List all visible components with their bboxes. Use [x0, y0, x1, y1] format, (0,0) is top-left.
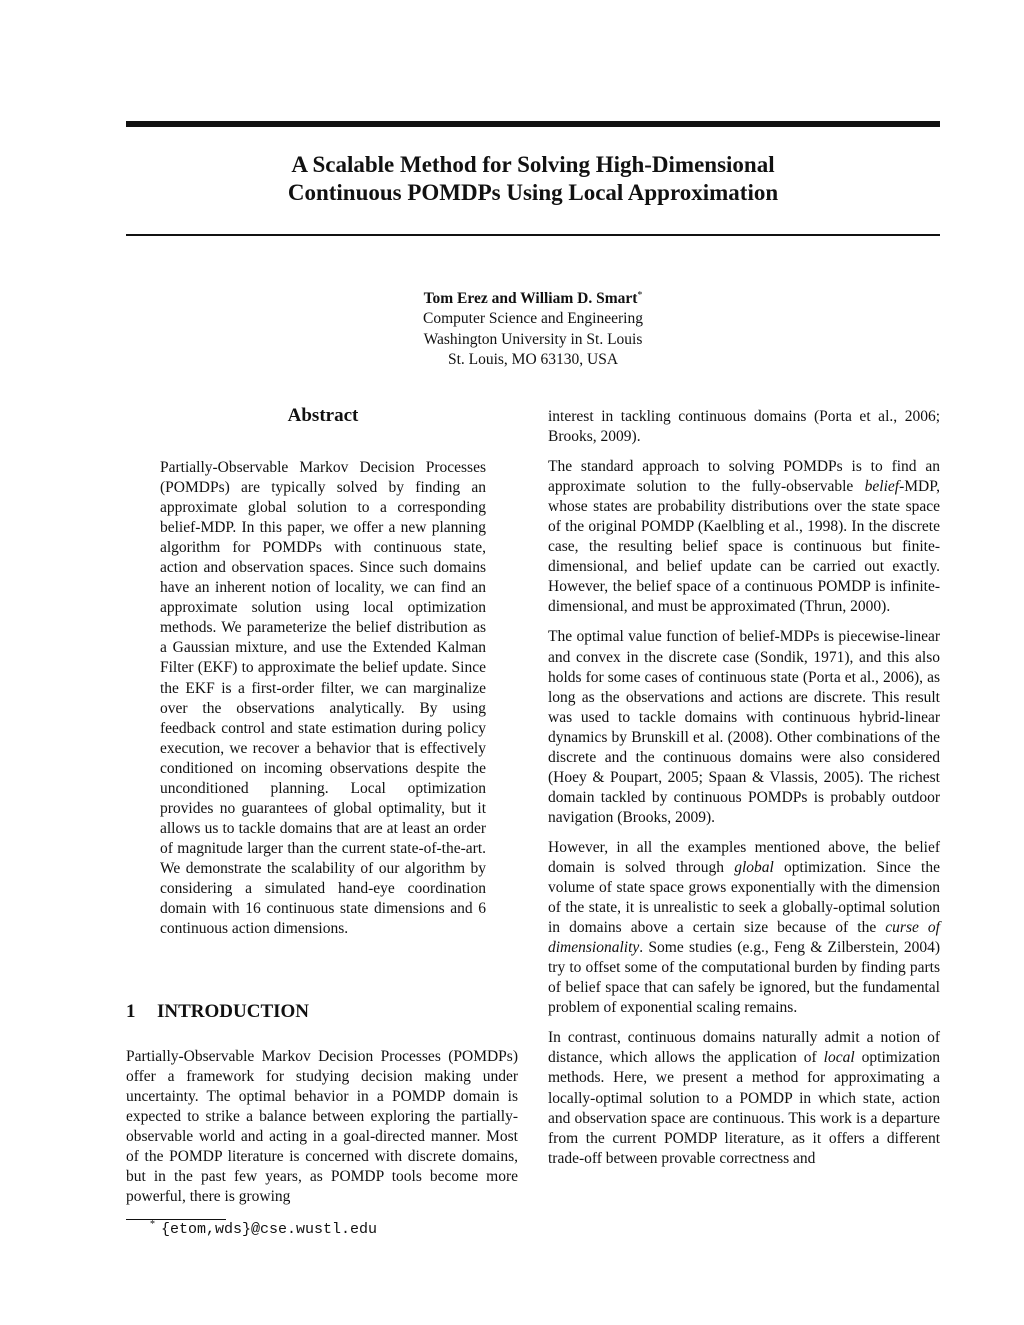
author-address: St. Louis, MO 63130, USA	[447, 350, 619, 368]
footnote-mark: *	[150, 1219, 155, 1230]
title-line-2: Continuous POMDPs Using Local Approximation	[287, 180, 779, 205]
author-footnote-mark: *	[637, 290, 643, 301]
section-number: 1	[126, 1001, 136, 1022]
footnote	[150, 1221, 377, 1238]
right-paragraph-4	[548, 838, 940, 1018]
title-bottom-rule	[126, 234, 940, 236]
author-names: Tom Erez and William D. Smart	[423, 290, 638, 307]
p2-text-b: -MDP, whose states are probability distributions over the state space of the original POMDP (Kaelbling et al., 1998). In the discrete case, the resulting belief space is continuous but finite-dimensional, and belief update can be carried out exactly. However, the belief space of a continuous POMDP is infinite-dimensional, and must be approximated (Thrun, 2000).	[548, 478, 940, 616]
paper-title	[126, 151, 940, 207]
section-title: INTRODUCTION	[157, 1001, 310, 1022]
section-heading	[126, 1001, 518, 1023]
footnote-rule	[126, 1219, 226, 1220]
intro-paragraph: Partially-Observable Markov Decision Processes (POMDPs) offer a framework for studying decision making under uncertainty. The optimal behavior in a POMDP domain is expected to strike a balance between exploring the partially-observable world and acting in a goal-directed manner. Most of the POMDP literature is concerned with discrete domains, but in the past few years, as POMDP tools become more powerful, there is growing	[126, 1048, 518, 1206]
p4-text-c: . Some studies (e.g., Feng & Zilberstein, 2004) try to offset some of the computational burden by finding parts of belief space that can safely be ignored, but the fundamental problem of exponential scaling remains.	[548, 939, 940, 1017]
right-column	[548, 407, 940, 1179]
footnote-email: {etom,wds}@cse.wustl.edu	[161, 1221, 378, 1238]
p4-emphasis-1: global	[734, 858, 774, 876]
p4-text-a: However, in all the examples mentioned above, the belief domain is solved through	[548, 838, 940, 876]
right-paragraph-5	[548, 1028, 940, 1168]
title-line-1: A Scalable Method for Solving High-Dimensional	[291, 152, 775, 177]
p4-emphasis-2: curse of dimensionality	[548, 919, 940, 957]
right-paragraph-1: interest in tackling continuous domains (Porta et al., 2006; Brooks, 2009).	[548, 408, 940, 446]
p5-emphasis: local	[823, 1049, 855, 1067]
abstract-heading: Abstract	[287, 405, 359, 426]
p2-text-a: The standard approach to solving POMDPs is to find an approximate solution to the fully-observable	[548, 458, 940, 496]
p5-text-b: optimization methods. Here, we present a method for approximating a locally-optimal solution to a POMDP in which state, action and observation space are continuous. This work is a departure from the current POMDP literature, as it offers a different trade-off between provable correctness and	[548, 1049, 940, 1167]
p5-text-a: In contrast, continuous domains naturally admit a notion of distance, which allows the application of	[548, 1029, 940, 1067]
top-rule	[126, 121, 940, 127]
author-block	[126, 289, 940, 370]
right-paragraph-2	[548, 457, 940, 617]
abstract-text: Partially-Observable Markov Decision Processes (POMDPs) are typically solved by finding an approximate global solution to a corresponding belief-MDP. In this paper, we offer a new planning algorithm for POMDPs with continuous state, action and observation spaces. Since such domains have an inherent notion of locality, we can find an approximate solution using local optimization methods. We parameterize the belief distribution as a Gaussian mixture, and use the Extended Kalman Filter (EKF) to approximate the belief update. Since the EKF is a first-order filter, we can marginalize over the observations analytically. By using feedback control and state estimation during policy execution, we recover a behavior that is effectively conditioned on incoming observations despite the unconditioned planning. Local optimization provides no guarantees of global optimality, but it allows us to tackle domains that are at least an order of magnitude larger than the current state-of-the-art. We demonstrate the scalability of our algorithm by considering a simulated hand-eye coordination domain with 16 continuous state dimensions and 6 continuous action dimensions.	[160, 459, 486, 938]
author-university: Washington University in St. Louis	[423, 330, 643, 348]
author-department: Computer Science and Engineering	[423, 310, 643, 328]
p2-emphasis: belief	[864, 478, 900, 496]
right-paragraph-3: The optimal value function of belief-MDPs is piecewise-linear and convex in the discrete case (Sondik, 1971), and this also holds for some cases of continuous state (Porta et al., 2006), as long as the observations and actions are discrete. This result was used to tackle domains with continuous hybrid-linear dynamics by Brunskill et al. (2008). Other combinations of the discrete and the continuous domains were also considered (Hoey & Poupart, 2005; Spaan & Vlassis, 2005). The richest domain tackled by continuous POMDPs is probably outdoor navigation (Brooks, 2009).	[548, 628, 940, 826]
p4-text-b: optimization. Since the volume of state space grows exponentially with the dimension of the state, it is unrealistic to seek a globally-optimal solution in domains above a certain size because of the	[548, 858, 940, 937]
